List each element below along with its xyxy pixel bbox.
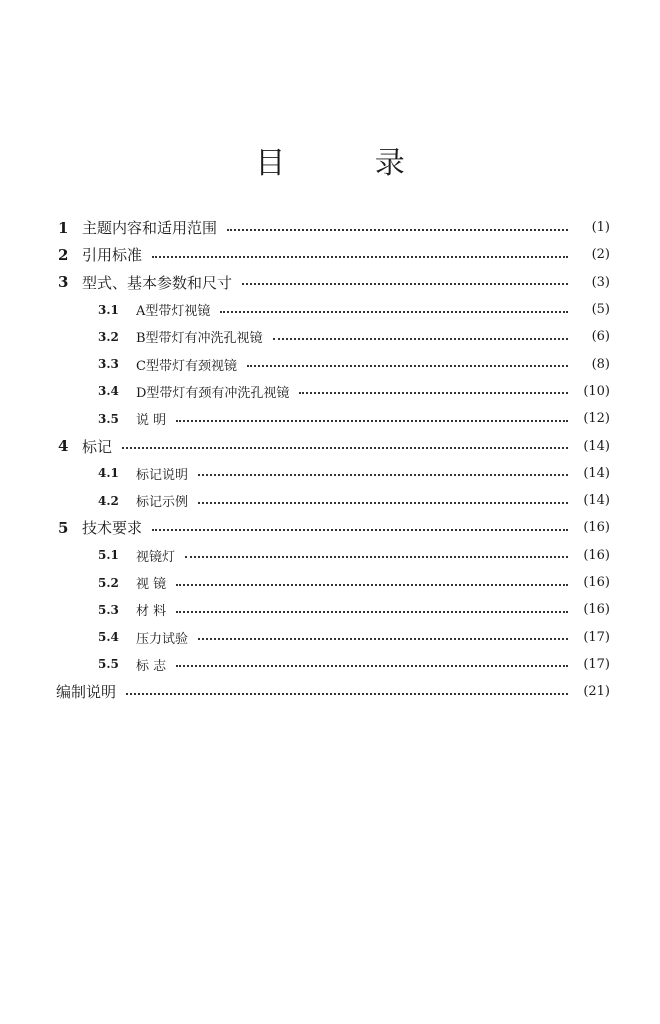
toc-entry: [58, 296, 610, 323]
dot-leader: [176, 420, 568, 422]
dot-leader: [152, 256, 568, 258]
dot-leader: [176, 611, 568, 613]
toc-entry: [58, 323, 610, 350]
toc-entry-page-number: (16): [583, 575, 610, 590]
toc-entry-page-number: (16): [583, 602, 610, 618]
toc-entry-number: 3.2: [98, 329, 119, 344]
toc-entry: [58, 460, 610, 487]
toc-entry-label: 标记说明: [136, 467, 189, 483]
toc-entry-number: 4.2: [98, 493, 119, 508]
toc-entry-number: 5.3: [98, 602, 119, 617]
toc-entry: [56, 678, 610, 705]
toc-entry: [58, 350, 610, 377]
toc-entry: [58, 269, 610, 296]
toc-entry-label: 技术要求: [82, 519, 143, 538]
table-of-contents: [58, 214, 610, 705]
toc-entry-page-number: (2): [591, 247, 610, 263]
toc-entry: [58, 241, 610, 268]
toc-entry-label: 视 镜: [136, 577, 167, 592]
toc-entry-label: D型带灯有颈有冲洗孔视镜: [136, 385, 290, 401]
toc-entry: [58, 569, 610, 596]
dot-leader: [227, 229, 568, 231]
toc-entry-label: 视镜灯: [136, 549, 176, 565]
toc-entry-page-number: (12): [583, 411, 610, 427]
toc-entry: [58, 651, 610, 678]
toc-entry-page-number: (14): [583, 438, 610, 454]
dot-leader: [273, 338, 568, 340]
toc-entry-page-number: (5): [591, 302, 610, 318]
dot-leader: [198, 502, 568, 504]
toc-entry-number: 3.5: [98, 411, 119, 426]
toc-entry: [58, 378, 610, 405]
toc-entry-number: 4.1: [98, 466, 119, 481]
toc-entry-label: 标记示例: [136, 495, 189, 511]
toc-entry-page-number: (16): [583, 520, 610, 536]
toc-entry-label: 材 料: [136, 604, 167, 620]
toc-entry-number: 3.1: [98, 302, 119, 317]
toc-entry-number: 5.2: [98, 575, 119, 590]
toc-entry: [58, 542, 610, 569]
dot-leader: [198, 474, 568, 476]
dot-leader: [126, 693, 568, 695]
toc-entry-number: 3: [58, 273, 69, 292]
toc-entry-number: 4: [58, 437, 69, 456]
toc-entry-page-number: (16): [583, 547, 610, 563]
toc-entry-number: 5.4: [98, 630, 119, 645]
dot-leader: [299, 392, 568, 394]
toc-entry-page-number: (3): [591, 274, 610, 290]
toc-entry-page-number: (8): [591, 356, 610, 372]
page-title: 目 录: [255, 146, 445, 181]
toc-entry-number: 5: [58, 518, 69, 537]
toc-entry-number: 2: [58, 245, 69, 264]
toc-entry-page-number: (10): [583, 383, 610, 399]
toc-entry-label: C型带灯有颈视镜: [136, 358, 237, 374]
toc-entry-number: 1: [58, 218, 69, 237]
toc-entry-page-number: (17): [583, 656, 610, 672]
toc-entry-number: 5.5: [98, 657, 119, 672]
dot-leader: [198, 638, 568, 640]
dot-leader: [242, 283, 568, 285]
toc-entry-page-number: (1): [591, 220, 610, 236]
toc-entry: [58, 487, 610, 514]
toc-entry-page-number: (14): [583, 465, 610, 481]
toc-entry-page-number: (6): [591, 329, 610, 345]
dot-leader: [152, 529, 568, 531]
toc-entry: [58, 432, 610, 459]
toc-entry-label: B型带灯有冲洗孔视镜: [136, 331, 263, 347]
toc-entry-label: 说 明: [136, 413, 167, 429]
toc-entry-label: 标记: [82, 437, 113, 456]
toc-entry-number: 3.4: [98, 384, 119, 399]
toc-entry-label: A型带灯视镜: [136, 304, 211, 320]
toc-entry-label: 型式、基本参数和尺寸: [82, 273, 233, 292]
toc-entry-label: 标 志: [136, 658, 167, 674]
toc-entry-page-number: (17): [583, 629, 610, 645]
toc-entry-label: 引用标准: [82, 246, 143, 265]
toc-entry: [58, 623, 610, 650]
toc-entry: [58, 596, 610, 623]
dot-leader: [247, 365, 568, 367]
toc-entry-label: 压力试验: [136, 631, 189, 647]
dot-leader: [122, 447, 568, 449]
toc-entry-number: 3.3: [98, 357, 119, 372]
dot-leader: [176, 584, 568, 586]
toc-entry-label: 主题内容和适用范围: [82, 219, 218, 238]
toc-entry-page-number: (21): [583, 684, 610, 700]
toc-entry: [58, 514, 610, 541]
dot-leader: [185, 556, 568, 558]
dot-leader: [220, 311, 568, 313]
toc-entry-label: 编制说明: [56, 683, 117, 702]
toc-entry-page-number: (14): [583, 493, 610, 509]
dot-leader: [176, 665, 568, 667]
toc-entry: [58, 405, 610, 432]
toc-entry-number: 5.1: [98, 548, 119, 563]
toc-entry: [58, 214, 610, 241]
